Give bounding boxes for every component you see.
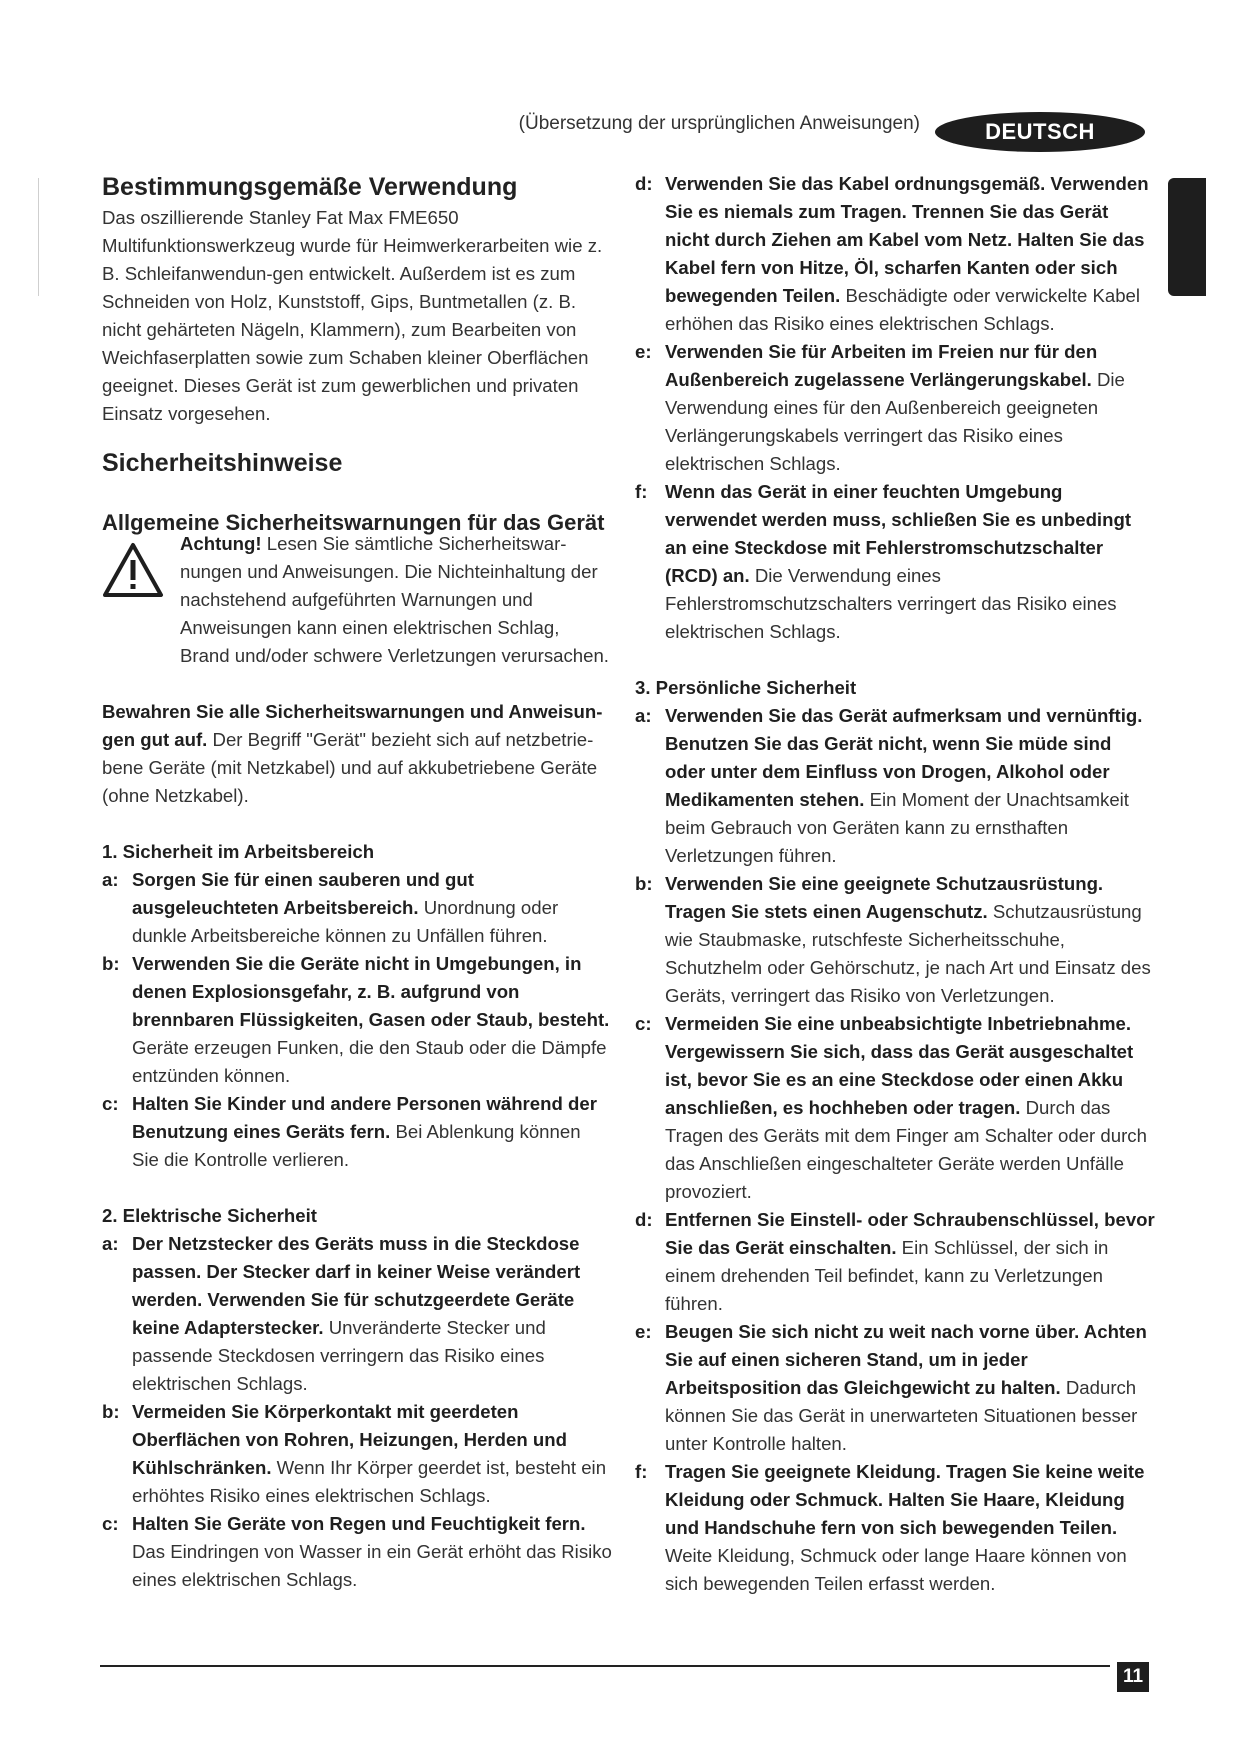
warning-text <box>180 530 612 670</box>
item-bold: Halten Sie Kinder und andere Personen während der Benutzung eines Geräts fern. <box>132 1093 597 1142</box>
electrical-item <box>635 170 1155 338</box>
item-label: c: <box>102 1093 119 1114</box>
work-area-item <box>102 950 612 1090</box>
item-label: d: <box>635 1209 653 1230</box>
personal-safety-heading: 3. Persönliche Sicherheit <box>635 677 857 698</box>
electrical-item <box>635 478 1155 646</box>
item-text: Ein Moment der Unachtsamkeit beim Gebrauch von Geräten kann zu ernsthaften Verletzungen führen. <box>665 789 1129 866</box>
general-safety-heading: Allgemeine Sicherheitswarnungen für das Gerät <box>102 510 605 535</box>
item-bold: Verwenden Sie für Arbeiten im Freien nur für den Außenbereich zugelassene Verlängerungskabel. <box>665 341 1098 390</box>
item-text: Unveränderte Stecker und passende Steckdosen verringern das Risiko eines elektrischen Schlags. <box>132 1317 546 1394</box>
personal-safety-item <box>635 1010 1155 1206</box>
item-bold: Verwenden Sie das Kabel ordnungsgemäß. Verwenden Sie es niemals zum Tragen. Trennen Sie das Gerät nicht durch Ziehen am Kabel vom Netz. Halten Sie das Kabel fern von Hitze, Öl, scharfen Kanten oder sich bewegenden Teilen. <box>665 173 1149 306</box>
item-bold: Entfernen Sie Einstell- oder Schraubenschlüssel, bevor Sie das Gerät einschalten. <box>665 1209 1155 1258</box>
left-column <box>102 170 612 1594</box>
item-text: Durch das Tragen des Geräts mit dem Finger am Schalter oder durch das Anschließen eingeschalteter Geräte werden Unfälle provoziert. <box>665 1097 1147 1202</box>
intended-use-body: Das oszillierende Stanley Fat Max FME650 Multifunktionswerkzeug wurde für Heimwerkerarbeiten wie z. B. Schleifanwendun-gen entwickelt. Außerdem ist es zum Schneiden von Holz, Kunststoff, Gips, Buntmetallen (z. B. nicht gehärteten Nägeln, Klammern), zum Bearbeiten von Weichfaserplatten sowie zum Schaben kleiner Oberflächen geeignet. Dieses Gerät ist zum gewerblichen und privaten Einsatz vorgesehen. <box>102 207 603 424</box>
item-label: b: <box>635 873 653 894</box>
electrical-item <box>635 338 1155 478</box>
electrical-item <box>102 1510 612 1594</box>
item-bold: Tragen Sie geeignete Kleidung. Tragen Sie keine weite Kleidung oder Schmuck. Halten Sie Haare, Kleidung und Handschuhe fern von sich bewegenden Teilen. <box>665 1461 1145 1538</box>
item-bold: Verwenden Sie das Gerät aufmerksam und vernünftig. Benutzen Sie das Gerät nicht, wenn Sie müde sind oder unter dem Einfluss von Drogen, Alkohol oder Medikamenten stehen. <box>665 705 1143 810</box>
personal-safety-item <box>635 1458 1155 1598</box>
electrical-item <box>102 1230 612 1398</box>
language-badge: DEUTSCH <box>935 112 1145 152</box>
item-bold: Der Netzstecker des Geräts muss in die Steckdose passen. Der Stecker darf in keiner Weise verändert werden. Verwenden Sie für schutzgeerdete Geräte keine Adapterstecker. <box>132 1233 581 1338</box>
item-text: Dadurch können Sie das Gerät in unerwarteten Situationen besser unter Kontrolle halten. <box>665 1377 1138 1454</box>
electrical-heading: 2. Elektrische Sicherheit <box>102 1205 317 1226</box>
work-area-item <box>102 866 612 950</box>
warning-triangle-icon <box>102 542 164 598</box>
section-tab-marker <box>1168 178 1206 296</box>
item-label: e: <box>635 341 652 362</box>
warning-block <box>102 530 612 670</box>
item-text: Weite Kleidung, Schmuck oder lange Haare können von sich bewegenden Teilen erfasst werden. <box>665 1545 1127 1594</box>
intended-use-heading: Bestimmungsgemäße Verwendung <box>102 173 518 201</box>
item-text: Schutzausrüstung wie Staubmaske, rutschfeste Sicherheitsschuhe, Schutzhelm oder Gehörschutz, je nach Art und Einsatz des Geräts, verringert das Risiko von Verletzungen. <box>665 901 1151 1006</box>
item-label: a: <box>102 1233 119 1254</box>
safety-heading: Sicherheitshinweise <box>102 449 343 477</box>
item-label: f: <box>635 481 648 502</box>
item-text: Die Verwendung eines für den Außenbereich geeigneten Verlängerungskabels verringert das Risiko eines elektrischen Schlags. <box>665 369 1125 474</box>
item-text: Wenn Ihr Körper geerdet ist, besteht ein erhöhtes Risiko eines elektrischen Schlags. <box>132 1457 607 1506</box>
warning-label: Achtung! <box>180 533 262 554</box>
personal-safety-item <box>635 702 1155 870</box>
right-column <box>635 170 1155 1598</box>
item-text: Unordnung oder dunkle Arbeitsbereiche können zu Unfällen führen. <box>132 897 559 946</box>
item-label: a: <box>102 869 119 890</box>
item-label: f: <box>635 1461 648 1482</box>
item-label: e: <box>635 1321 652 1342</box>
translation-note: (Übersetzung der ursprünglichen Anweisungen) <box>518 113 920 134</box>
item-bold: Sorgen Sie für einen sauberen und gut ausgeleuchteten Arbeitsbereich. <box>132 869 474 918</box>
item-text: Die Verwendung eines Fehlerstromschutzschalters verringert das Risiko eines elektrischen Schlags. <box>665 565 1117 642</box>
item-text: Geräte erzeugen Funken, die den Staub oder die Dämpfe entzünden können. <box>132 1037 607 1086</box>
item-bold: Beugen Sie sich nicht zu weit nach vorne über. Achten Sie auf einen sicheren Stand, um in jeder Arbeitsposition das Gleichgewicht zu halten. <box>665 1321 1147 1398</box>
left-margin-rule <box>38 178 39 296</box>
item-label: b: <box>102 1401 120 1422</box>
keep-instructions <box>102 698 612 810</box>
item-bold: Wenn das Gerät in einer feuchten Umgebung verwendet werden muss, schließen Sie es unbedingt an eine Steckdose mit Fehlerstromschutzschalter (RCD) an. <box>665 481 1132 586</box>
footer-rule <box>100 1665 1110 1667</box>
personal-safety-item <box>635 1318 1155 1458</box>
page-number: 11 <box>1117 1662 1149 1692</box>
item-label: b: <box>102 953 120 974</box>
keep-instructions-bold: Bewahren Sie alle Sicherheitswarnungen und Anweisun-gen gut auf. <box>102 701 603 750</box>
personal-safety-item <box>635 870 1155 1010</box>
item-bold: Verwenden Sie eine geeignete Schutzausrüstung. Tragen Sie stets einen Augenschutz. <box>665 873 1104 922</box>
item-text: Das Eindringen von Wasser in ein Gerät erhöht das Risiko eines elektrischen Schlags. <box>132 1541 612 1590</box>
item-bold: Verwenden Sie die Geräte nicht in Umgebungen, in denen Explosionsgefahr, z. B. aufgrund von brennbaren Flüssigkeiten, Gasen oder Staub, besteht. <box>132 953 610 1030</box>
item-text: Bei Ablenkung können Sie die Kontrolle verlieren. <box>132 1121 581 1170</box>
work-area-item <box>102 1090 612 1174</box>
electrical-item <box>102 1398 612 1510</box>
item-bold: Halten Sie Geräte von Regen und Feuchtigkeit fern. <box>132 1513 586 1534</box>
item-text: Ein Schlüssel, der sich in einem drehenden Teil befindet, kann zu Verletzungen führen. <box>665 1237 1109 1314</box>
keep-instructions-text: Der Begriff "Gerät" bezieht sich auf netzbetrie-bene Geräte (mit Netzkabel) und auf akkubetriebene Geräte (ohne Netzkabel). <box>102 729 598 806</box>
personal-safety-item <box>635 1206 1155 1318</box>
work-area-heading: 1. Sicherheit im Arbeitsbereich <box>102 841 375 862</box>
warning-body: Lesen Sie sämtliche Sicherheitswar-nungen und Anweisungen. Die Nichteinhaltung der nachstehend aufgeführten Warnungen und Anweisungen kann einen elektrischen Schlag, Brand und/oder schwere Verletzungen verursachen. <box>180 533 609 666</box>
item-text: Beschädigte oder verwickelte Kabel erhöhen das Risiko eines elektrischen Schlags. <box>665 285 1141 334</box>
item-label: d: <box>635 173 653 194</box>
item-bold: Vermeiden Sie eine unbeabsichtigte Inbetriebnahme. Vergewissern Sie sich, dass das Gerät ausgeschaltet ist, bevor Sie es an eine Steckdose oder einen Akku anschließen, es hochheben oder tragen. <box>665 1013 1134 1118</box>
item-bold: Vermeiden Sie Körperkontakt mit geerdeten Oberflächen von Rohren, Heizungen, Herden und Kühlschränken. <box>132 1401 567 1478</box>
item-label: a: <box>635 705 652 726</box>
item-label: c: <box>635 1013 652 1034</box>
item-label: c: <box>102 1513 119 1534</box>
